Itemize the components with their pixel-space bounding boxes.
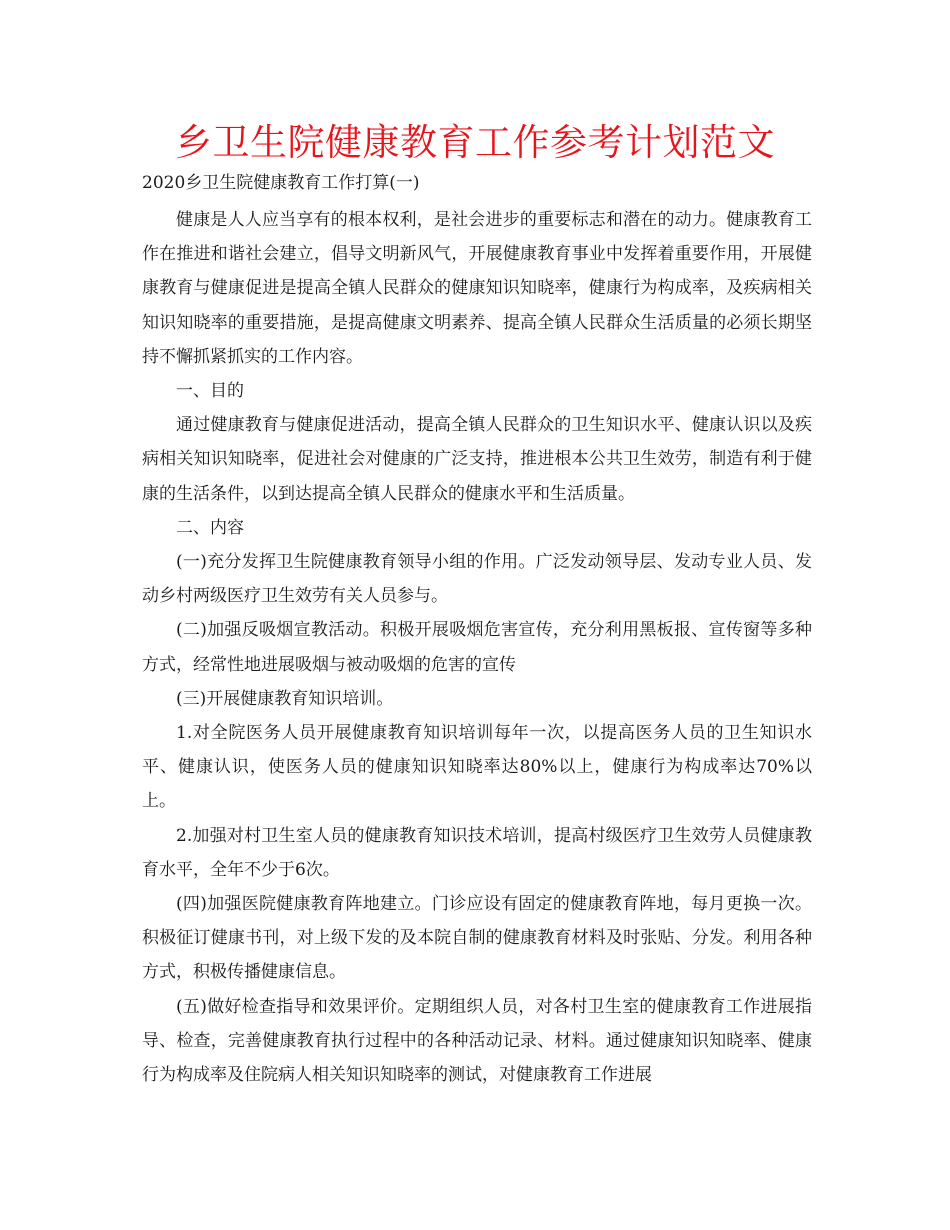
paragraph-subtitle: 2020乡卫生院健康教育工作打算(一): [142, 173, 420, 193]
paragraph-item-5: (五)做好检查指导和效果评价。定期组织人员，对各村卫生室的健康教育工作进展指导、检查，完善健康教育执行过程中的各种活动记录、材料。通过健康知识知晓率、健康行为构成率及住院病人相关知识知晓率的测试，对健康教育工作进展: [142, 996, 812, 1086]
section-heading-purpose: 一、目的: [176, 381, 244, 402]
paragraph-item-4: (四)加强医院健康教育阵地建立。门诊应设有固定的健康教育阵地，每月更换一次。积极征订健康书刊，对上级下发的及本院自制的健康教育材料及时张贴、分发。利用各种方式，积极传播健康信息。: [142, 894, 812, 983]
section-heading-content: 二、内容: [176, 517, 244, 538]
paragraph-intro: 健康是人人应当享有的根本权利，是社会进步的重要标志和潜在的动力。健康教育工作在推进和谐社会建立，倡导文明新风气，开展健康教育事业中发挥着重要作用，开展健康教育与健康促进是提高全镇人民群众的健康知识知晓率，健康行为构成率，及疾病相关知识知晓率的重要措施，是提高健康文明素养、提高全镇人民群众生活质量的必须长期坚持不懈抓紧抓实的工作内容。: [142, 210, 812, 367]
document-body: [142, 168, 812, 1092]
paragraph-purpose: 通过健康教育与健康促进活动，提高全镇人民群众的卫生知识水平、健康认识以及疾病相关知识知晓率，促进社会对健康的广泛支持，推进根本公共卫生效劳，制造有利于健康的生活条件，以到达提高全镇人民群众的健康水平和生活质量。: [142, 415, 812, 504]
paragraph-item-3: (三)开展健康教育知识培训。: [176, 688, 394, 709]
document-title: 乡卫生院健康教育工作参考计划范文: [175, 121, 775, 164]
paragraph-subitem-1: 1.对全院医务人员开展健康教育知识培训每年一次，以提高医务人员的卫生知识水平、健康认识，使医务人员的健康知识知晓率达80%以上，健康行为构成率达70%以上。: [142, 723, 812, 812]
paragraph-item-2: (二)加强反吸烟宣教活动。积极开展吸烟危害宣传，充分利用黑板报、宣传窗等多种方式，经常性地进展吸烟与被动吸烟的危害的宣传: [142, 620, 812, 675]
paragraph-item-1: (一)充分发挥卫生院健康教育领导小组的作用。广泛发动领导层、发动专业人员、发动乡村两级医疗卫生效劳有关人员参与。: [142, 552, 812, 607]
paragraph-subitem-2: 2.加强对村卫生室人员的健康教育知识技术培训，提高村级医疗卫生效劳人员健康教育水平，全年不少于6次。: [142, 825, 812, 880]
